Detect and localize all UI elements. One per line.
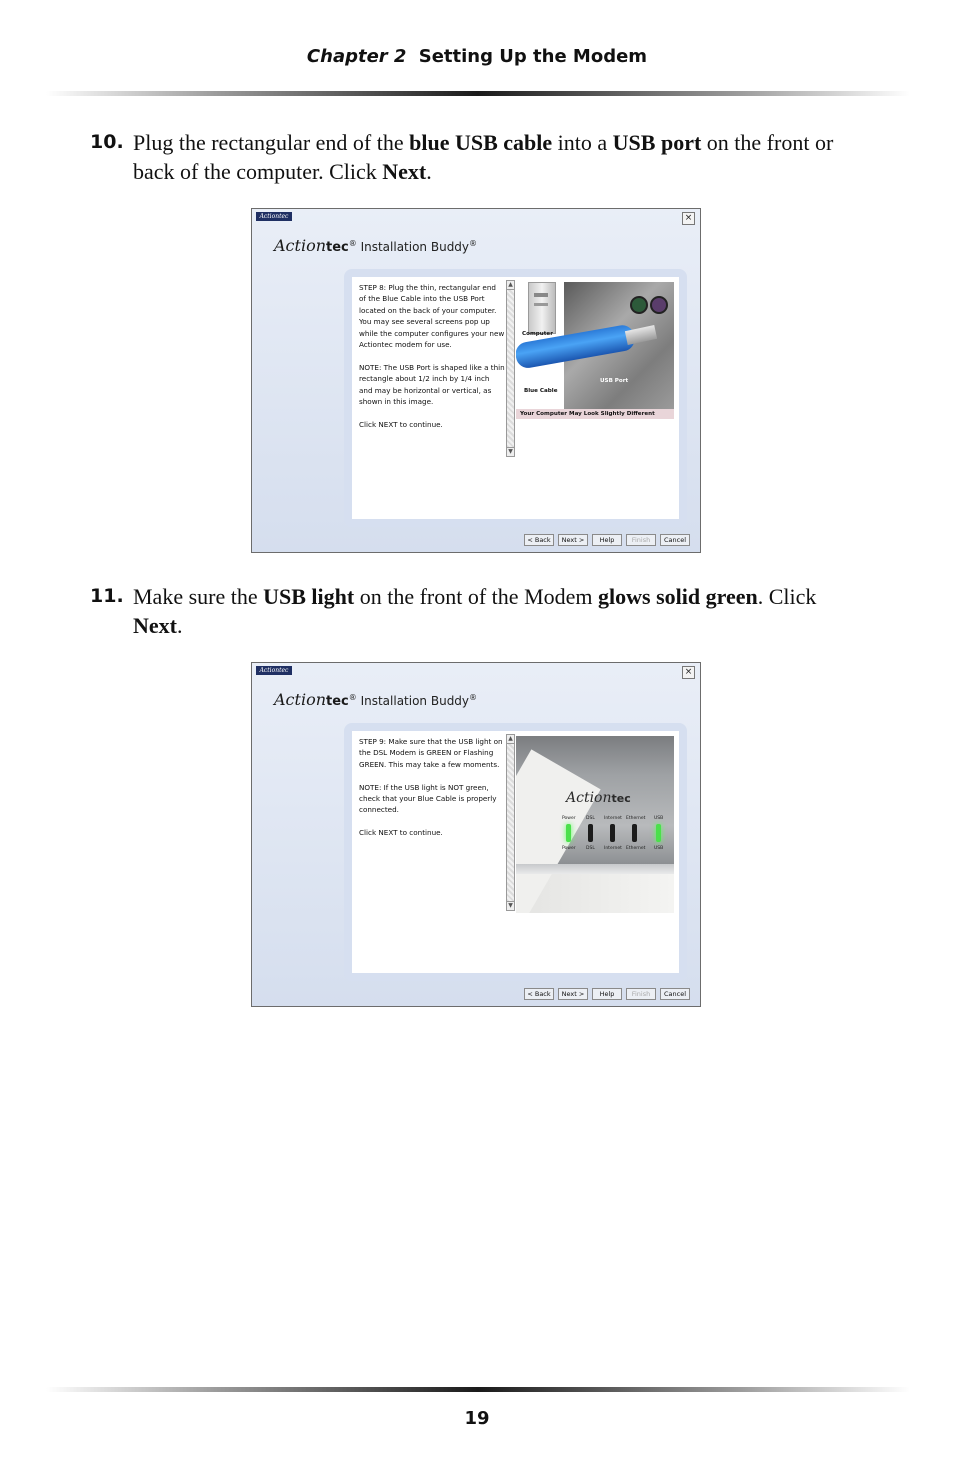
step-text-bold: USB light bbox=[263, 584, 355, 609]
led-label-power: Power bbox=[562, 816, 576, 821]
finish-button[interactable]: Finish bbox=[626, 534, 656, 546]
product-name: Installation Buddy bbox=[360, 694, 470, 708]
back-button[interactable]: < Back bbox=[524, 534, 554, 546]
step-text-run: Plug the rectangular end of the bbox=[133, 130, 410, 155]
internet-led bbox=[610, 824, 615, 842]
page-number: 19 bbox=[464, 1408, 490, 1429]
text-scrollbar[interactable] bbox=[506, 734, 515, 911]
usb-led bbox=[656, 824, 661, 842]
led-label-usb: USB bbox=[654, 816, 664, 821]
logo-bold: tec bbox=[326, 240, 349, 255]
led-label-ethernet: Ethernet bbox=[626, 846, 646, 851]
dsl-led bbox=[588, 824, 593, 842]
running-header bbox=[0, 46, 954, 67]
step-number: 10. bbox=[90, 131, 124, 153]
help-button[interactable]: Help bbox=[592, 988, 622, 1000]
brand-header bbox=[274, 690, 477, 709]
step-text-bold: glows solid green bbox=[598, 584, 758, 609]
titlebar-logo: Actiontec bbox=[256, 666, 292, 675]
led-label-internet: Internet bbox=[604, 846, 622, 851]
scroll-down-icon[interactable]: ▼ bbox=[508, 448, 513, 455]
ethernet-led bbox=[632, 824, 637, 842]
ps2-port bbox=[650, 296, 668, 314]
led-label-dsl: DSL bbox=[586, 846, 595, 851]
modem-front-lip bbox=[516, 864, 674, 874]
step-text bbox=[133, 582, 870, 640]
scroll-up-icon[interactable]: ▲ bbox=[508, 735, 513, 742]
help-button[interactable]: Help bbox=[592, 534, 622, 546]
usb-connection-photo bbox=[516, 282, 674, 419]
step-text-run: into a bbox=[552, 130, 613, 155]
next-button[interactable]: Next > bbox=[558, 534, 588, 546]
back-button[interactable]: < Back bbox=[524, 988, 554, 1000]
led-label-ethernet: Ethernet bbox=[626, 816, 646, 821]
label-computer: Computer bbox=[522, 331, 553, 337]
led-label-dsl: DSL bbox=[586, 816, 595, 821]
step-text-bold: blue USB cable bbox=[409, 130, 553, 155]
content-panel bbox=[344, 723, 687, 981]
wizard-buttons bbox=[524, 534, 690, 546]
instruction-text: STEP 9: Make sure that the USB light on the DSL Modem is GREEN or Flashing GREEN. This may take a few moments. NOTE: If the USB light is NOT green, check that your Blue Cable is properly connected. Click NEXT to continue. bbox=[359, 737, 503, 838]
step-text-run: Make sure the bbox=[133, 584, 264, 609]
product-name: Installation Buddy bbox=[360, 240, 470, 254]
scroll-up-icon[interactable]: ▲ bbox=[508, 281, 513, 288]
step-text-run: on the front or back of the computer. Click bbox=[133, 130, 834, 184]
step-text-bold: Next bbox=[382, 159, 427, 184]
footer-rule bbox=[46, 1387, 910, 1392]
chapter-label: Chapter 2 bbox=[306, 46, 407, 67]
step-text-bold: Next bbox=[133, 613, 177, 638]
step-number: 11. bbox=[90, 585, 124, 607]
step-text-run: . Click bbox=[757, 584, 817, 609]
ps2-port bbox=[630, 296, 648, 314]
step-11 bbox=[90, 582, 870, 640]
cancel-button[interactable]: Cancel bbox=[660, 534, 690, 546]
drive-slot bbox=[534, 303, 548, 306]
power-led bbox=[566, 824, 571, 842]
modem-photo bbox=[516, 736, 674, 913]
installer-window-step-8 bbox=[251, 208, 701, 553]
content-panel bbox=[344, 269, 687, 527]
step-text bbox=[133, 128, 870, 186]
content-area bbox=[352, 731, 679, 973]
scroll-down-icon[interactable]: ▼ bbox=[508, 902, 513, 909]
logo-script: Action bbox=[566, 790, 612, 806]
installer-window-step-9 bbox=[251, 662, 701, 1007]
label-blue-cable: Blue Cable bbox=[524, 388, 558, 394]
photo-caption: Your Computer May Look Slightly Different bbox=[520, 411, 655, 417]
step-text-bold: USB port bbox=[612, 130, 702, 155]
led-label-power: Power bbox=[562, 846, 576, 851]
text-scrollbar[interactable] bbox=[506, 280, 515, 457]
actiontec-logo bbox=[274, 690, 349, 709]
actiontec-logo bbox=[274, 236, 349, 255]
content-area bbox=[352, 277, 679, 519]
registered-mark: ® bbox=[469, 693, 478, 702]
logo-script: Action bbox=[274, 690, 326, 709]
step-10 bbox=[90, 128, 870, 186]
close-icon[interactable]: × bbox=[682, 666, 695, 679]
next-button[interactable]: Next > bbox=[558, 988, 588, 1000]
label-usb-port: USB Port bbox=[600, 378, 629, 384]
chapter-title: Setting Up the Modem bbox=[418, 46, 648, 67]
registered-mark: ® bbox=[469, 239, 478, 248]
wizard-buttons bbox=[524, 988, 690, 1000]
step-text-run: . bbox=[176, 613, 183, 638]
computer-illustration bbox=[528, 282, 556, 334]
logo-script: Action bbox=[274, 236, 326, 255]
logo-bold: tec bbox=[326, 694, 349, 709]
titlebar-logo: Actiontec bbox=[256, 212, 292, 221]
step-text-run: . bbox=[426, 159, 432, 184]
logo-bold: tec bbox=[611, 792, 631, 805]
close-icon[interactable]: × bbox=[682, 212, 695, 225]
header-rule bbox=[46, 91, 910, 96]
instruction-text: STEP 8: Plug the thin, rectangular end of the Blue Cable into the USB Port located on the back of your computer. You may see several screens pop up while the computer configures your new Actiontec modem for use. NOTE: The USB Port is shaped like a thin rectangle about 1/2 inch by 1/4 inch and may be horizontal or vertical, as shown in this image. Click NEXT to continue. bbox=[359, 283, 505, 429]
step-text-run: on the front of the Modem bbox=[354, 584, 599, 609]
brand-header bbox=[274, 236, 477, 255]
finish-button[interactable]: Finish bbox=[626, 988, 656, 1000]
led-label-internet: Internet bbox=[604, 816, 622, 821]
modem-logo bbox=[566, 790, 631, 806]
cancel-button[interactable]: Cancel bbox=[660, 988, 690, 1000]
registered-mark: ® bbox=[348, 693, 357, 702]
led-label-usb: USB bbox=[654, 846, 664, 851]
drive-slot bbox=[534, 293, 548, 297]
registered-mark: ® bbox=[348, 239, 357, 248]
